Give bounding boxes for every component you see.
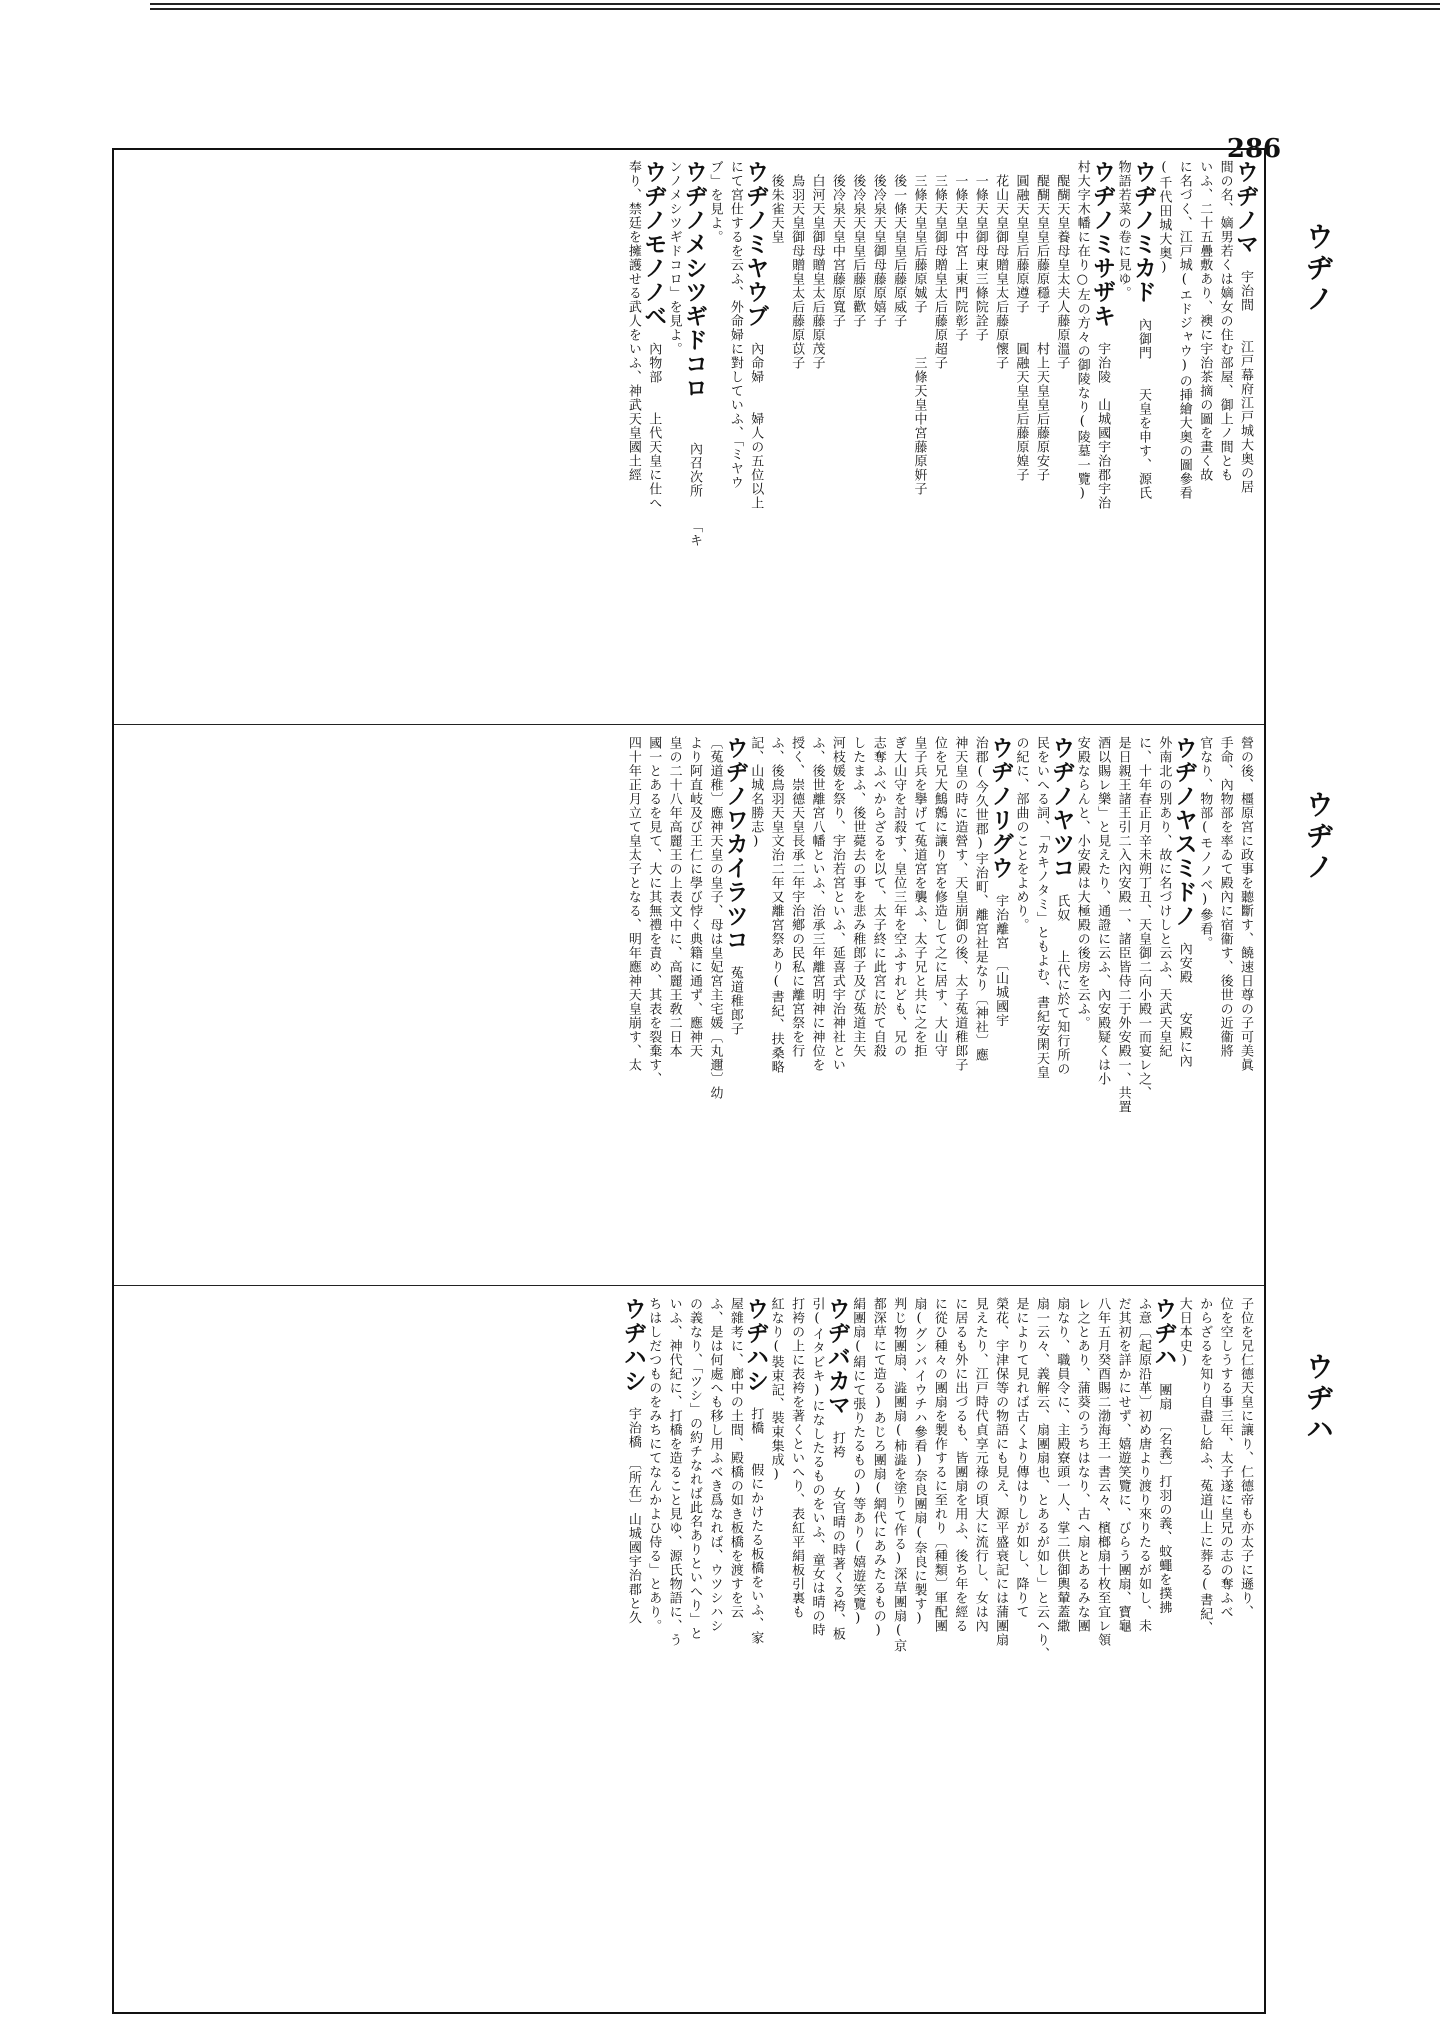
- running-head: ウヂノ: [1302, 790, 1335, 883]
- entry-column: [987, 736, 1015, 1028]
- entry-text: にて宮仕するを云ふ、外命婦に對していふ、「ミヤウ: [727, 160, 743, 490]
- section-columns: [114, 736, 1254, 1276]
- entry-column: [742, 1297, 770, 1645]
- text-column: [827, 160, 845, 328]
- text-column: [1174, 1297, 1192, 1369]
- entry-text: したまふ、後世薨去の事を悲み稚郎子及び菟道主矢: [850, 736, 866, 1058]
- entry-text: 三條天皇皇后藤原娍子 三條天皇中宮藤原姸子: [911, 160, 927, 496]
- entry-text: 內命婦 婦人の五位以上: [748, 328, 764, 510]
- text-column: [1174, 160, 1192, 500]
- entry-column: [619, 1297, 647, 1625]
- text-column: [1093, 736, 1111, 1086]
- text-column: [1032, 1297, 1050, 1661]
- section-divider: [114, 724, 1264, 725]
- section-1: [114, 150, 1264, 723]
- entry-text: 打袴 女官晴の時著くる袴、板: [829, 1417, 845, 1641]
- entry-text: 內安殿 安殿に內: [1176, 928, 1192, 1068]
- text-column: [1011, 736, 1029, 932]
- text-column: [950, 160, 968, 342]
- text-column: [644, 736, 662, 1086]
- entry-text: 紅なり(裝束記、裝束集成): [768, 1297, 784, 1483]
- text-column: [644, 1297, 662, 1633]
- entry-text: いふ、二十五疊敷あり、襖に宇治茶摘の圖を畫く故: [1197, 160, 1213, 482]
- page-number: 286: [1226, 134, 1282, 164]
- entry-text: 屋雜考に、廊中の土間、殿橋の如き板橋を渡すを云: [727, 1297, 743, 1619]
- entry-text: 扇(グンバイウチハ參看)奈良團扇(奈良に製す): [911, 1297, 927, 1627]
- text-column: [787, 1297, 805, 1619]
- entry-text: 見えたり、江戸時代貞享元祿の頃大に流行し、女は內: [972, 1297, 988, 1633]
- text-column: [1195, 160, 1213, 482]
- entry-text: 河枝媛を祭り、宇治若宮といふ、延喜式宇治神社とい: [829, 736, 845, 1072]
- text-column: [1072, 160, 1090, 502]
- entry-column: [742, 160, 770, 510]
- text-column: [1134, 1297, 1152, 1633]
- entry-headword: ウヂノマ: [1232, 160, 1259, 256]
- text-column: [889, 736, 907, 1058]
- top-rule: [150, 8, 1440, 10]
- text-column: [1113, 1297, 1131, 1633]
- entry-text: 外南北の別あり、故に名づけしと云ふ、天武天皇紀: [1156, 736, 1172, 1058]
- entry-text: だ其初を詳かにせず、嬉遊笑覽に、びらう團扇、寶龜: [1115, 1297, 1131, 1633]
- text-column: [848, 736, 866, 1058]
- entry-text: 一條天皇中宮上東門院彰子: [952, 160, 968, 342]
- entry-text: 內物部 上代天皇に仕へ: [646, 328, 662, 510]
- text-column: [1113, 736, 1131, 1114]
- entry-text: より阿直岐及び王仁に學び悖く典籍に通ず、應神天: [687, 736, 703, 1058]
- entry-text: 酒以賜レ樂」と見えたり、通證に云ふ、內安殿疑くは小: [1095, 736, 1111, 1086]
- entry-text: 皇の二十八年高麗王の上表文中に、高麗王敎二日本: [666, 736, 682, 1058]
- entry-text: ぎ大山守を討殺す、皇位三年を空ふすれども、兄の: [891, 736, 907, 1058]
- running-head: ウヂハ: [1302, 1352, 1335, 1445]
- entry-text: 氏奴 上代に於て知行所の: [1054, 880, 1070, 1076]
- text-column: [664, 736, 682, 1058]
- text-column: [909, 1297, 927, 1627]
- entry-text: 民をいへる詞、「カキノタミ」ともよむ、書紀安閑天皇: [1033, 736, 1049, 1080]
- entry-headword: ウヂハシ: [619, 1297, 647, 1393]
- entry-headword: ウヂノリグウ: [987, 736, 1015, 880]
- text-column: [807, 160, 825, 370]
- entry-text: 扇一云々、義解云、扇團扇也、とあるが如し」と云へり、: [1033, 1297, 1049, 1661]
- entry-text: ふ、是は何處へも移し用ふべき爲なれば、ウツシハシ: [707, 1297, 723, 1633]
- entry-headword: ウヂハ: [1150, 1297, 1178, 1369]
- entry-headword: ウヂバカマ: [823, 1297, 851, 1417]
- entry-text: 營の後、橿原宮に政事を聽斷す、饒速日尊の子可美眞: [1238, 736, 1253, 1072]
- entry-headword: ウヂノヤスミドノ: [1170, 736, 1198, 928]
- text-column: [807, 736, 825, 1072]
- entry-column: [721, 736, 749, 1036]
- text-column: [1134, 736, 1152, 1100]
- entry-text: 扇なり、職員令に、主殿寮頭一人、掌二供御輿輦蓋繖: [1054, 1297, 1070, 1633]
- text-column: [950, 736, 968, 1072]
- entry-text: 宇治間 江戸幕府江戸城大奥の居: [1238, 256, 1253, 494]
- entry-text: 花山天皇御母贈皇太后藤原懷子: [993, 160, 1009, 370]
- entry-text: 鳥羽天皇御母贈皇太后藤原苡子: [789, 160, 805, 370]
- entry-text: 位を兄大鷦鷯に讓り宮を修造して之に居す、大山守: [931, 736, 947, 1058]
- text-column: [1072, 736, 1090, 1030]
- text-column: [623, 160, 641, 482]
- entry-headword: ウヂノヤツコ: [1048, 736, 1076, 880]
- entry-text: 手命、內物部を率ゐて殿內に宿衞す、後世の近衞將: [1217, 736, 1233, 1058]
- entry-text: 位を空しうする事三年、太子遂に皇兄の志の奪ふべ: [1217, 1297, 1233, 1619]
- entry-text: の義なり、「ツシ」の約チなれば此名ありといへり」と: [687, 1297, 703, 1641]
- entry-text: (千代田城大奥): [1156, 160, 1172, 276]
- text-column: [746, 736, 764, 850]
- entry-text: 後冷泉天皇御母藤原嬉子: [870, 160, 886, 328]
- text-column: [991, 160, 1009, 370]
- text-column: [827, 736, 845, 1072]
- entry-text: 圓融天皇皇后藤原遵子 圓融天皇皇后藤原媓子: [1013, 160, 1029, 482]
- entry-text: 白河天皇御母贈皇太后藤原茂子: [809, 160, 825, 370]
- text-column: [1236, 736, 1254, 1072]
- entry-text: いふ、神代紀に、打橋を造ること見ゆ、源氏物語に、う: [666, 1297, 682, 1647]
- entry-text: 是によりて見れば古くより傳はりしが如し、降りて: [1013, 1297, 1029, 1619]
- text-column: [930, 160, 948, 370]
- entry-text: に從ひ種々の團扇を製作するに至れり〔種類〕軍配團: [931, 1297, 947, 1633]
- entry-column: [823, 1297, 851, 1641]
- text-column: [1236, 1297, 1254, 1619]
- text-column: [623, 736, 641, 1072]
- text-column: [1215, 736, 1233, 1058]
- section-divider: [114, 1285, 1264, 1286]
- entry-text: 國一とあるを見て、大に其無禮を責め、其表を裂棄す、: [646, 736, 662, 1086]
- entry-text: の紀に、部曲のことをよめり。: [1013, 736, 1029, 932]
- text-column: [1154, 736, 1172, 1058]
- text-column: [1032, 160, 1050, 482]
- entry-text: 打橋 假にかけたる板橋をいふ、家: [748, 1393, 764, 1645]
- text-column: [725, 1297, 743, 1619]
- text-column: [766, 160, 784, 244]
- entry-text: ブ」を見よ。: [707, 160, 723, 244]
- section-columns: [114, 1297, 1254, 2004]
- entry-column: [1048, 736, 1076, 1076]
- text-column: [950, 1297, 968, 1633]
- entry-headword: ウヂノワカイラツコ: [721, 736, 749, 952]
- entry-text: 團扇 〔名義〕打羽の義、蚊蠅を撲拂: [1156, 1369, 1172, 1615]
- entry-text: 安殿ならんと、小安殿は大極殿の後房を云ふ。: [1074, 736, 1090, 1030]
- entry-text: ふ、後鳥羽天皇文治二年又離宮祭あり(書紀、扶桑略: [768, 736, 784, 1074]
- entry-text: 宇治橋 〔所在〕山城國宇治郡と久: [625, 1393, 641, 1625]
- entry-column: [1129, 160, 1157, 500]
- text-column: [1215, 1297, 1233, 1619]
- text-column: [991, 1297, 1009, 1647]
- text-column: [868, 1297, 886, 1639]
- text-column: [807, 1297, 825, 1637]
- entry-text: 宇治陵 山城國宇治郡宇治: [1095, 328, 1111, 510]
- entry-text: 子位を兄仁德天皇に讓り、仁德帝も亦太子に遜り、: [1238, 1297, 1253, 1619]
- text-column: [685, 736, 703, 1058]
- text-column: [970, 160, 988, 342]
- entry-text: 打袴の上に表袴を著くといへり、表紅平絹板引裏も: [789, 1297, 805, 1619]
- entry-text: 一條天皇御母東三條院詮子: [972, 160, 988, 342]
- entry-text: 宇治離宮 〔山城國宇: [993, 880, 1009, 1028]
- entry-column: [1170, 736, 1198, 1068]
- entry-headword: ウヂノメシツギドコロ: [681, 160, 709, 400]
- entry-text: 間の名、嫡男若くは嫡女の住む部屋、御上ノ間とも: [1217, 160, 1233, 482]
- entry-text: 醍醐天皇皇后藤原穩子 村上天皇皇后藤原安子: [1033, 160, 1049, 482]
- text-column: [1215, 160, 1233, 482]
- entry-text: に名づく、江戸城(エドジャウ)の挿繪大奥の圖參看: [1176, 160, 1192, 500]
- text-column: [1195, 1297, 1213, 1635]
- entry-text: 奉り、禁廷を擁護せる武人をいふ、神武天皇國土經: [625, 160, 641, 482]
- entry-text: 物語若菜の卷に見ゆ。: [1115, 160, 1131, 300]
- entry-text: 皇子兵を擧げて菟道宮を襲ふ、太子兄と共に之を拒: [911, 736, 927, 1058]
- entry-text: 內召次所 「キ: [687, 400, 703, 548]
- text-column: [705, 736, 723, 1100]
- text-column: [930, 736, 948, 1058]
- entry-text: 記、山城名勝志): [748, 736, 764, 850]
- entry-text: 三條天皇御母贈皇太后藤原超子: [931, 160, 947, 370]
- text-column: [848, 1297, 866, 1627]
- entry-text: 後朱雀天皇: [768, 160, 784, 244]
- text-column: [685, 1297, 703, 1641]
- entry-text: 絹團扇(絹にて張りたるもの)等あり(嬉遊笑覽): [850, 1297, 866, 1627]
- entry-text: に、十年春正月辛未朔丁丑、天皇御二向小殿一而宴レ之、: [1135, 736, 1151, 1100]
- entry-column: [1150, 1297, 1178, 1615]
- text-column: [970, 1297, 988, 1633]
- entry-text: 八年五月癸酉賜二渤海王一書云々、檳榔扇十枚至宜レ領: [1095, 1297, 1111, 1647]
- entry-text: 村大字木幡に在り○左の方々の御陵なり(陵墓一覽): [1074, 160, 1090, 502]
- top-rule: [150, 3, 1440, 5]
- entry-text: レ之とあり、蒲葵のうちはなり、古へ扇とあるみな團: [1074, 1297, 1090, 1633]
- entry-text: 引(イタビキ)になしたるものをいふ、童女は晴の時: [809, 1297, 825, 1637]
- text-column: [787, 160, 805, 370]
- text-column: [868, 160, 886, 328]
- text-column: [1032, 736, 1050, 1080]
- entry-text: 榮花、宇津保等の物語にも見え、源平盛衰記には蒲團扇: [993, 1297, 1009, 1647]
- entry-text: 菟道稚郎子: [727, 952, 743, 1036]
- text-column: [889, 1297, 907, 1653]
- entry-headword: ウヂノミサザキ: [1089, 160, 1117, 328]
- entry-text: 神天皇の時に造營す、天皇崩御の後、太子菟道稚郎子: [952, 736, 968, 1072]
- text-column: [909, 736, 927, 1058]
- entry-text: ンノメシツギドコロ」を見よ。: [666, 160, 682, 356]
- text-column: [664, 160, 682, 356]
- entry-column: [1232, 160, 1259, 494]
- entry-column: [681, 160, 709, 548]
- text-column: [1011, 1297, 1029, 1619]
- entry-headword: ウヂハシ: [742, 1297, 770, 1393]
- entry-text: 授く、崇德天皇長承二年宇治鄕の民私に離宮祭を行: [789, 736, 805, 1058]
- entry-text: に居るも外に出づるも、皆團扇を用ふ、後ち年を經る: [952, 1297, 968, 1633]
- section-columns: [114, 160, 1259, 715]
- entry-text: 官なり、物部(モノノベ)參看。: [1197, 736, 1213, 950]
- text-column: [1052, 160, 1070, 370]
- entry-text: 後一條天皇皇后藤原威子: [891, 160, 907, 328]
- entry-text: 〔菟道稚〕應神天皇の皇子、母は皇妃宮主宅媛〔丸邇〕幼: [707, 736, 723, 1100]
- entry-text: 後冷泉天皇皇后藤原歡子: [850, 160, 866, 328]
- entry-text: 志奪ふべからざるを以て、太子終に此宮に於て自殺: [870, 736, 886, 1058]
- entry-column: [640, 160, 668, 510]
- text-column: [1011, 160, 1029, 482]
- entry-text: 判じ物團扇、澁團扇(柿澁を塗りて作る)深草團扇(京: [891, 1297, 907, 1653]
- text-column: [1093, 1297, 1111, 1647]
- entry-headword: ウヂノモノノベ: [640, 160, 668, 328]
- text-column: [868, 736, 886, 1058]
- entry-column: [1089, 160, 1117, 510]
- text-column: [970, 736, 988, 1062]
- entry-headword: ウヂノミカド: [1129, 160, 1157, 304]
- entry-text: ふ、後世離宮八幡といふ、治承三年離宮明神に神位を: [809, 736, 825, 1072]
- section-2: [114, 726, 1264, 1284]
- entry-text: 後冷泉天皇中宮藤原寬子: [829, 160, 845, 328]
- entry-text: ふ意〔起原沿革〕初め唐より渡り來りたるが如し、未: [1135, 1297, 1151, 1633]
- text-column: [1072, 1297, 1090, 1633]
- entry-text: 是日親王諸王引二入內安殿一、諸臣皆侍二于外安殿一、共置: [1115, 736, 1131, 1114]
- text-column: [930, 1297, 948, 1633]
- entry-headword: ウヂノミヤウブ: [742, 160, 770, 328]
- entry-text: 內御門 天皇を申す、源氏: [1135, 304, 1151, 500]
- section-3: [114, 1287, 1264, 2012]
- entry-text: 都深草にて造る)あじろ團扇(網代にあみたるもの): [870, 1297, 886, 1639]
- text-column: [848, 160, 866, 328]
- entry-text: ちはしだつものをみちにてなんかよひ侍る」とあり。: [646, 1297, 662, 1633]
- entry-text: 治郡(今久世郡)宇治町、離宮社是なり〔神社〕應: [972, 736, 988, 1062]
- text-column: [787, 736, 805, 1058]
- text-column: [705, 1297, 723, 1633]
- text-column: [705, 160, 723, 244]
- running-head: ウヂノ: [1302, 222, 1335, 315]
- entry-text: 四十年正月立て皇太子となる、明年應神天皇崩す、太: [625, 736, 641, 1072]
- text-column: [664, 1297, 682, 1647]
- text-column: [766, 736, 784, 1074]
- entry-text: 醍醐天皇養母皇太夫人藤原溫子: [1054, 160, 1070, 370]
- text-column: [1113, 160, 1131, 300]
- text-column: [1052, 1297, 1070, 1633]
- text-column: [1195, 736, 1213, 950]
- entry-text: 大日本史): [1176, 1297, 1192, 1369]
- text-column: [725, 160, 743, 490]
- entry-text: からざるを知り自盡し給ふ、菟道山上に葬る(書紀、: [1197, 1297, 1213, 1635]
- text-column: [889, 160, 907, 328]
- text-column: [909, 160, 927, 496]
- text-column: [1154, 160, 1172, 276]
- text-column: [766, 1297, 784, 1483]
